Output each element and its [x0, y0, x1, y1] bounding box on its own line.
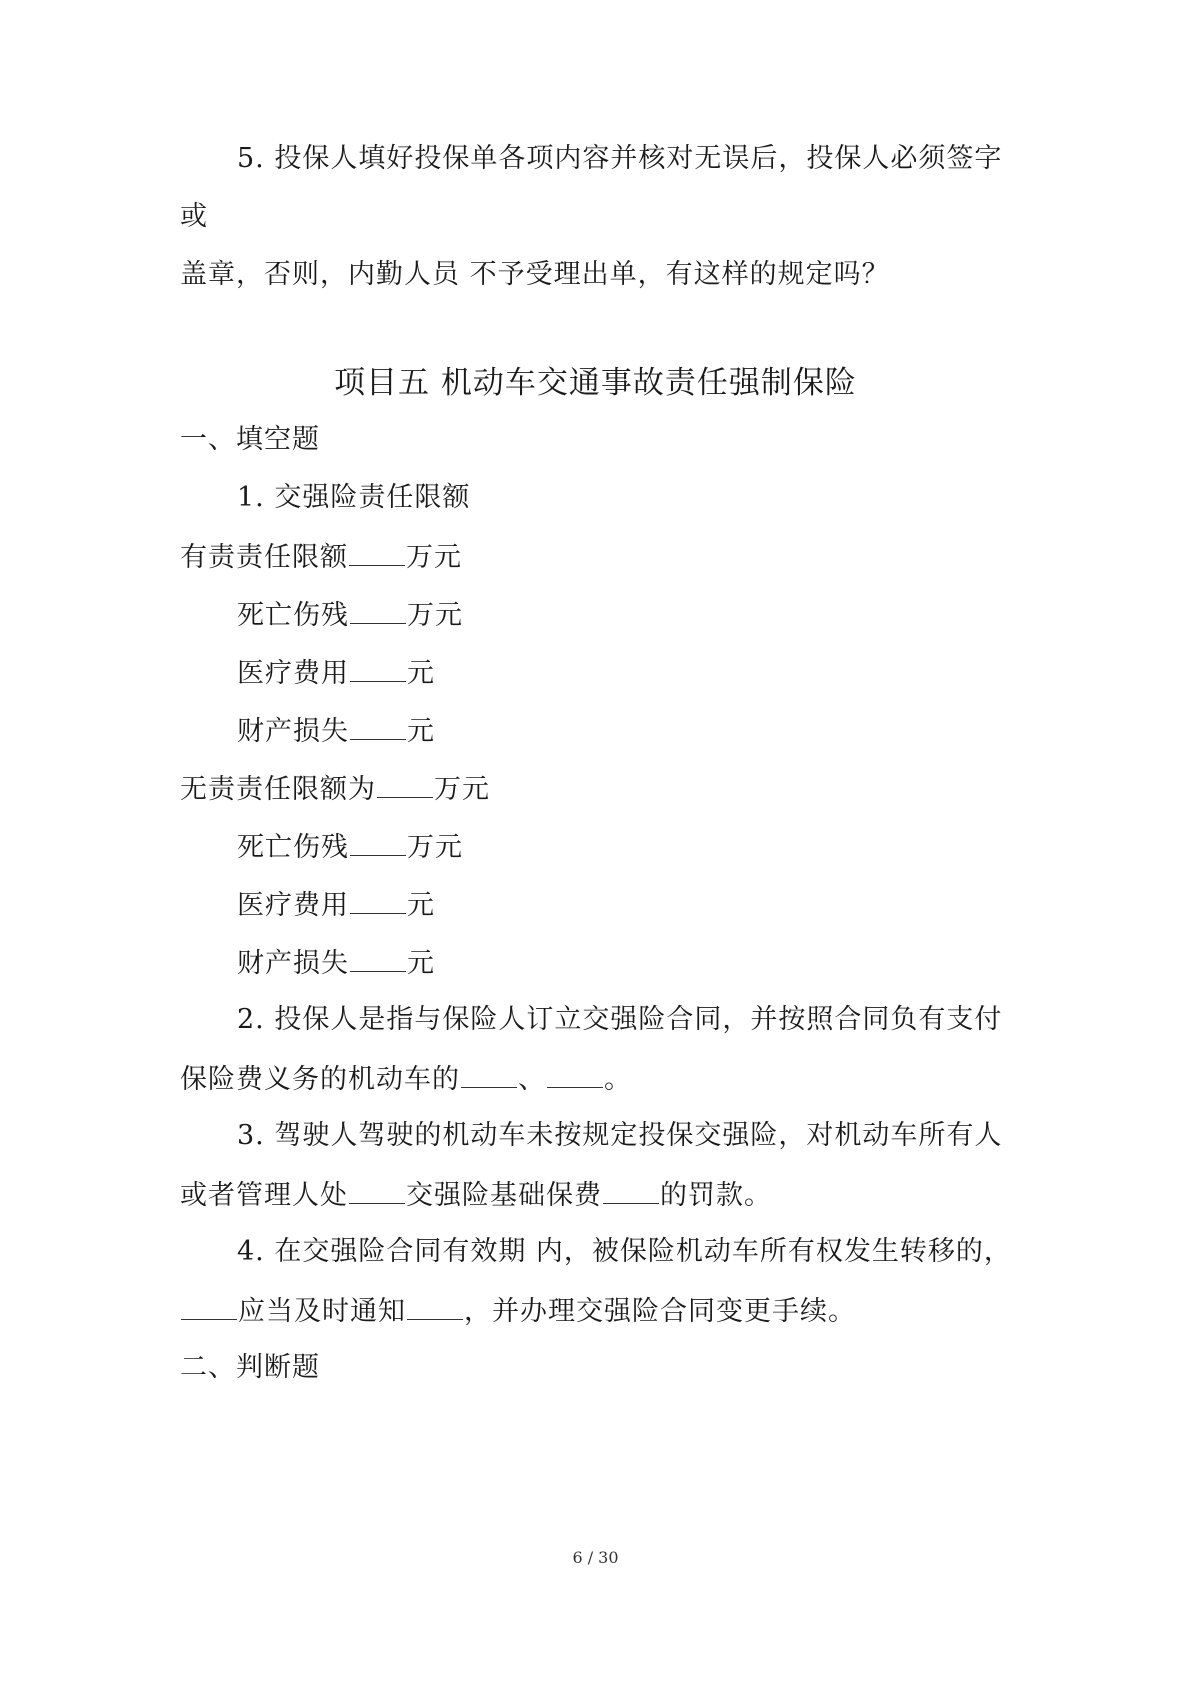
- item-label: 财产损失: [237, 716, 349, 747]
- liable-death-row: [237, 597, 463, 633]
- fill-blank[interactable]: [350, 887, 406, 914]
- fill-blank[interactable]: [350, 655, 406, 682]
- q4-line-2: [180, 1293, 856, 1329]
- q2-separator: 、: [518, 1064, 546, 1095]
- q1-title: 1. 交强险责任限额: [237, 482, 471, 513]
- not-liable-property-row: [237, 945, 435, 981]
- q2-line-1: 2. 投保人是指与保险人订立交强险合同，并按照合同负有支付: [237, 1004, 1003, 1035]
- fill-blank[interactable]: [349, 539, 405, 566]
- q3-line-1: 3. 驾驶人驾驶的机动车未按规定投保交强险，对机动车所有人: [237, 1120, 1003, 1151]
- fill-blank[interactable]: [181, 1293, 237, 1320]
- not-liable-limit-row: [180, 771, 490, 807]
- item-unit: 元: [407, 716, 435, 747]
- page-number: 6 / 30: [572, 1548, 619, 1567]
- q3-text: 或者管理人处: [180, 1180, 348, 1211]
- part2-heading: 二、判断题: [180, 1352, 320, 1383]
- q2-end: 。: [604, 1064, 632, 1095]
- fill-blank[interactable]: [350, 597, 406, 624]
- item-unit: 万元: [407, 600, 463, 631]
- q4-end: ，并办理交强险合同变更手续。: [464, 1296, 856, 1327]
- not-liable-death-row: [237, 829, 463, 865]
- liable-limit-label: 有责责任限额: [180, 542, 348, 573]
- item-unit: 元: [407, 890, 435, 921]
- liable-medical-row: [237, 655, 435, 691]
- q3-line-2: [180, 1177, 772, 1213]
- q5-line-1: 5. 投保人填好投保单各项内容并核对无误后，投保人必须签字: [237, 143, 1003, 174]
- fill-blank[interactable]: [407, 1293, 463, 1320]
- fill-blank[interactable]: [349, 1177, 405, 1204]
- q2-line-2: [180, 1061, 632, 1097]
- q4-line-1: 4. 在交强险合同有效期 内，被保险机动车所有权发生转移的，: [237, 1236, 1012, 1267]
- q4-text: 应当及时通知: [238, 1296, 406, 1327]
- fill-blank[interactable]: [350, 713, 406, 740]
- part1-heading: 一、填空题: [180, 424, 320, 455]
- not-liable-limit-label: 无责责任限额为: [180, 774, 376, 805]
- fill-blank[interactable]: [350, 829, 406, 856]
- not-liable-medical-row: [237, 887, 435, 923]
- q3-text-mid: 交强险基础保费: [406, 1180, 602, 1211]
- liable-limit-row: [180, 539, 462, 575]
- fill-blank[interactable]: [461, 1061, 517, 1088]
- item-label: 财产损失: [237, 948, 349, 979]
- liable-limit-unit: 万元: [406, 542, 462, 573]
- item-label: 医疗费用: [237, 658, 349, 689]
- fill-blank[interactable]: [377, 771, 433, 798]
- q3-end: 的罚款。: [660, 1180, 772, 1211]
- item-unit: 元: [407, 948, 435, 979]
- liable-property-row: [237, 713, 435, 749]
- fill-blank[interactable]: [350, 945, 406, 972]
- item-unit: 万元: [407, 832, 463, 863]
- q5-line-2: 或: [180, 201, 208, 232]
- item-label: 死亡伤残: [237, 832, 349, 863]
- q2-text: 保险费义务的机动车的: [180, 1064, 460, 1095]
- item-label: 医疗费用: [237, 890, 349, 921]
- fill-blank[interactable]: [547, 1061, 603, 1088]
- q5-line-3: 盖章，否则，内勤人员 不予受理出单，有这样的规定吗？: [180, 259, 890, 290]
- not-liable-limit-unit: 万元: [434, 774, 490, 805]
- item-unit: 元: [407, 658, 435, 689]
- item-label: 死亡伤残: [237, 600, 349, 631]
- section-title: 项目五 机动车交通事故责任强制保险: [334, 365, 857, 401]
- fill-blank[interactable]: [603, 1177, 659, 1204]
